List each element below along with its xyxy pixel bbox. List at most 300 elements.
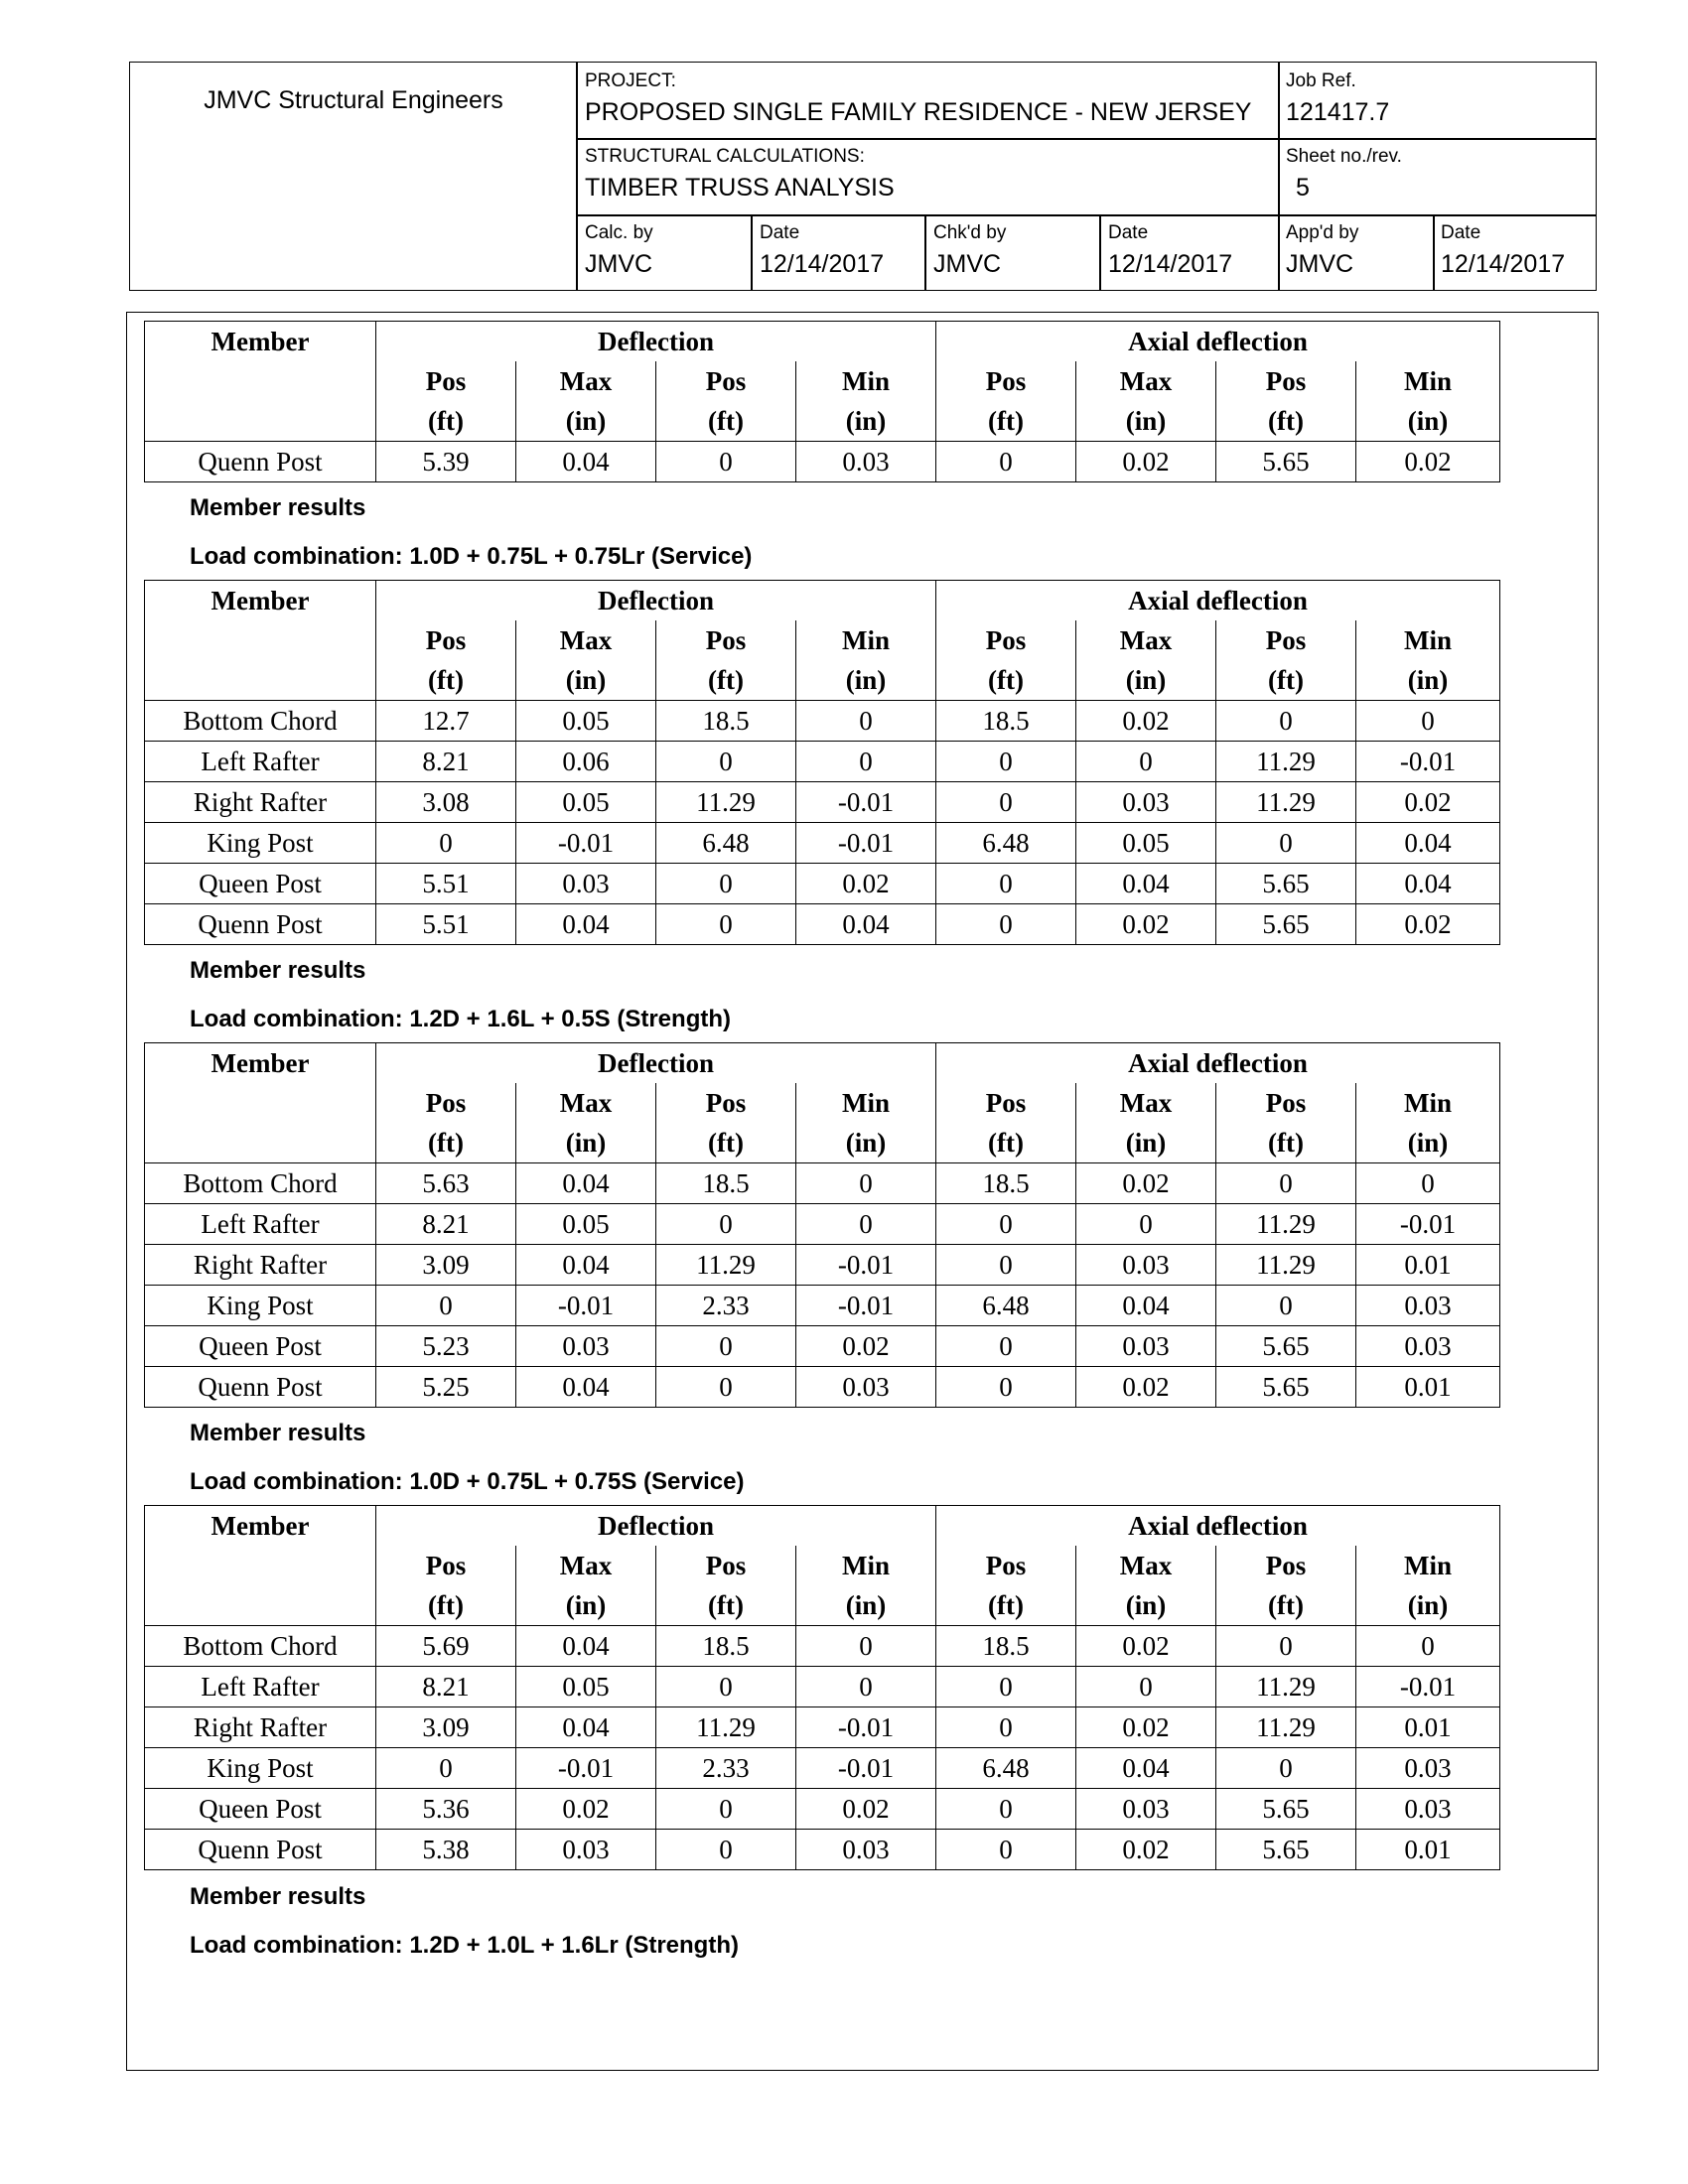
value-cell: -0.01	[796, 1286, 936, 1326]
member-name-cell: Left Rafter	[145, 1667, 376, 1707]
value-cell: 0.02	[1076, 701, 1216, 742]
value-cell: 0	[656, 442, 796, 482]
value-cell: 0.03	[516, 1326, 656, 1367]
date2-label: Date	[1108, 222, 1149, 243]
value-cell: 0.02	[1076, 904, 1216, 945]
column-subheader: Max	[1076, 361, 1216, 401]
value-cell: 11.29	[1216, 1707, 1356, 1748]
date2-value: 12/14/2017	[1108, 250, 1233, 278]
column-unit: (in)	[796, 1585, 936, 1626]
value-cell: 5.63	[376, 1163, 516, 1204]
value-cell: 0	[1216, 701, 1356, 742]
value-cell: -0.01	[796, 1748, 936, 1789]
deflection-header: Deflection	[376, 1506, 936, 1547]
table-row	[145, 1626, 1500, 1667]
value-cell: 0	[936, 1367, 1076, 1408]
date1-label: Date	[760, 222, 800, 243]
value-cell: 0.05	[1076, 823, 1216, 864]
column-subheader: Min	[796, 361, 936, 401]
member-name-cell: King Post	[145, 823, 376, 864]
load-combination-label: Load combination: 1.2D + 1.6L + 0.5S (Strength)	[190, 1006, 731, 1032]
member-header: Member	[145, 322, 376, 442]
column-unit: (ft)	[656, 660, 796, 701]
column-unit: (in)	[516, 660, 656, 701]
value-cell: 0.02	[516, 1789, 656, 1830]
value-cell: -0.01	[796, 823, 936, 864]
member-name-cell: Quenn Post	[145, 442, 376, 482]
member-name-cell: Queen Post	[145, 1789, 376, 1830]
value-cell: 18.5	[656, 1626, 796, 1667]
table-row	[145, 742, 1500, 782]
value-cell: 5.23	[376, 1326, 516, 1367]
value-cell: 0.04	[1076, 1748, 1216, 1789]
value-cell: 0.02	[1356, 782, 1500, 823]
value-cell: 2.33	[656, 1286, 796, 1326]
value-cell: 0	[1216, 1286, 1356, 1326]
column-subheader: Max	[1076, 1083, 1216, 1123]
value-cell: 11.29	[1216, 782, 1356, 823]
value-cell: 0	[936, 742, 1076, 782]
title-block	[129, 62, 1597, 291]
value-cell: 0	[656, 904, 796, 945]
deflection-header: Deflection	[376, 1043, 936, 1084]
member-name-cell: Right Rafter	[145, 782, 376, 823]
results-table	[144, 1042, 1500, 1408]
column-unit: (ft)	[936, 660, 1076, 701]
value-cell: 0	[1356, 1626, 1500, 1667]
member-name-cell: Left Rafter	[145, 742, 376, 782]
value-cell: 0.02	[1076, 1367, 1216, 1408]
value-cell: 0.02	[1076, 1626, 1216, 1667]
value-cell: 0.02	[1076, 442, 1216, 482]
column-subheader: Min	[796, 1083, 936, 1123]
calcs-label: STRUCTURAL CALCULATIONS:	[585, 146, 865, 167]
column-unit: (in)	[1356, 1123, 1500, 1163]
column-subheader: Pos	[656, 1546, 796, 1585]
column-subheader: Pos	[656, 361, 796, 401]
value-cell: 0	[936, 1789, 1076, 1830]
table-row	[145, 1163, 1500, 1204]
value-cell: -0.01	[796, 782, 936, 823]
column-subheader: Min	[1356, 1546, 1500, 1585]
results-table	[144, 321, 1500, 482]
chkd-by-label: Chk'd by	[933, 222, 1007, 243]
value-cell: 2.33	[656, 1748, 796, 1789]
value-cell: 18.5	[936, 1626, 1076, 1667]
table-row	[145, 1667, 1500, 1707]
table-row	[145, 1326, 1500, 1367]
value-cell: 5.51	[376, 864, 516, 904]
column-unit: (in)	[1076, 660, 1216, 701]
value-cell: 0.01	[1356, 1707, 1500, 1748]
column-unit: (in)	[1356, 1585, 1500, 1626]
value-cell: 0	[936, 1204, 1076, 1245]
value-cell: 0.04	[516, 1367, 656, 1408]
value-cell: 0.02	[796, 1789, 936, 1830]
value-cell: -0.01	[516, 823, 656, 864]
value-cell: 0	[1076, 1667, 1216, 1707]
column-unit: (ft)	[1216, 1123, 1356, 1163]
member-name-cell: Bottom Chord	[145, 1163, 376, 1204]
column-subheader: Max	[1076, 1546, 1216, 1585]
value-cell: 5.65	[1216, 864, 1356, 904]
table-row	[145, 1367, 1500, 1408]
table-row	[145, 1707, 1500, 1748]
value-cell: 0.05	[516, 1667, 656, 1707]
member-results-label: Member results	[190, 957, 366, 984]
member-name-cell: Quenn Post	[145, 904, 376, 945]
column-unit: (ft)	[936, 1585, 1076, 1626]
table-row	[145, 864, 1500, 904]
value-cell: 0.04	[516, 442, 656, 482]
member-name-cell: Right Rafter	[145, 1245, 376, 1286]
value-cell: 0.03	[1076, 1245, 1216, 1286]
value-cell: 5.65	[1216, 442, 1356, 482]
member-results-label: Member results	[190, 494, 366, 521]
axial-deflection-header: Axial deflection	[936, 322, 1500, 362]
column-unit: (in)	[1076, 1585, 1216, 1626]
column-unit: (ft)	[656, 1123, 796, 1163]
value-cell: 0.03	[796, 1367, 936, 1408]
member-results-label: Member results	[190, 1883, 366, 1910]
value-cell: -0.01	[516, 1748, 656, 1789]
value-cell: -0.01	[1356, 1204, 1500, 1245]
axial-deflection-header: Axial deflection	[936, 581, 1500, 621]
calc-by-value: JMVC	[585, 250, 653, 278]
value-cell: 0.04	[516, 1707, 656, 1748]
column-unit: (in)	[1356, 660, 1500, 701]
table-row	[145, 1204, 1500, 1245]
value-cell: 0.02	[796, 864, 936, 904]
value-cell: 0	[1216, 1163, 1356, 1204]
column-unit: (ft)	[376, 1585, 516, 1626]
value-cell: 6.48	[656, 823, 796, 864]
column-subheader: Pos	[376, 1083, 516, 1123]
value-cell: 0.04	[1356, 823, 1500, 864]
value-cell: 0.05	[516, 782, 656, 823]
value-cell: 0	[656, 1830, 796, 1870]
column-subheader: Max	[516, 361, 656, 401]
member-results-label: Member results	[190, 1420, 366, 1446]
value-cell: 0	[936, 1245, 1076, 1286]
results-table	[144, 580, 1500, 945]
value-cell: 0.01	[1356, 1367, 1500, 1408]
value-cell: 0.03	[1076, 1326, 1216, 1367]
value-cell: 0	[936, 1830, 1076, 1870]
value-cell: 0	[1216, 1748, 1356, 1789]
date3-label: Date	[1441, 222, 1481, 243]
value-cell: 0	[656, 1367, 796, 1408]
column-subheader: Min	[1356, 620, 1500, 660]
date3-value: 12/14/2017	[1441, 250, 1566, 278]
column-subheader: Pos	[1216, 620, 1356, 660]
column-subheader: Pos	[936, 1546, 1076, 1585]
deflection-header: Deflection	[376, 581, 936, 621]
value-cell: 0	[936, 1326, 1076, 1367]
appd-by-value: JMVC	[1286, 250, 1354, 278]
value-cell: 0	[796, 701, 936, 742]
column-unit: (ft)	[1216, 401, 1356, 442]
value-cell: 0.03	[796, 442, 936, 482]
column-unit: (ft)	[376, 401, 516, 442]
value-cell: 0	[376, 1748, 516, 1789]
value-cell: 0	[936, 864, 1076, 904]
table-row	[145, 782, 1500, 823]
value-cell: 0.02	[796, 1326, 936, 1367]
member-name-cell: King Post	[145, 1748, 376, 1789]
sheet-value: 5	[1296, 174, 1310, 202]
jobref-value: 121417.7	[1286, 98, 1390, 126]
value-cell: 0.05	[516, 1204, 656, 1245]
member-name-cell: Queen Post	[145, 864, 376, 904]
load-combination-label: Load combination: 1.0D + 0.75L + 0.75S (Service)	[190, 1468, 745, 1495]
column-subheader: Pos	[936, 620, 1076, 660]
member-name-cell: Queen Post	[145, 1326, 376, 1367]
table-row	[145, 1789, 1500, 1830]
value-cell: 6.48	[936, 1748, 1076, 1789]
load-combination-label: Load combination: 1.0D + 0.75L + 0.75Lr (Service)	[190, 543, 753, 570]
table-row	[145, 1748, 1500, 1789]
value-cell: 0	[936, 904, 1076, 945]
value-cell: 0	[656, 1326, 796, 1367]
value-cell: 11.29	[1216, 1245, 1356, 1286]
value-cell: 5.65	[1216, 904, 1356, 945]
company-name: JMVC Structural Engineers	[204, 86, 503, 114]
value-cell: 5.39	[376, 442, 516, 482]
jobref-label: Job Ref.	[1286, 70, 1356, 91]
value-cell: 0.04	[1076, 864, 1216, 904]
project-value: PROPOSED SINGLE FAMILY RESIDENCE - NEW JERSEY	[585, 98, 1252, 126]
appd-by-label: App'd by	[1286, 222, 1359, 243]
column-unit: (ft)	[936, 401, 1076, 442]
column-subheader: Pos	[656, 1083, 796, 1123]
value-cell: 0.04	[516, 1163, 656, 1204]
value-cell: 0	[656, 864, 796, 904]
value-cell: 11.29	[656, 1245, 796, 1286]
column-subheader: Min	[1356, 361, 1500, 401]
value-cell: 11.29	[656, 1707, 796, 1748]
column-unit: (in)	[516, 1123, 656, 1163]
value-cell: 0.03	[1076, 782, 1216, 823]
value-cell: 0	[1356, 701, 1500, 742]
value-cell: 0.04	[516, 1245, 656, 1286]
value-cell: 0	[1076, 1204, 1216, 1245]
value-cell: 0.02	[1356, 904, 1500, 945]
value-cell: 0.03	[1356, 1748, 1500, 1789]
member-name-cell: Quenn Post	[145, 1367, 376, 1408]
value-cell: 5.51	[376, 904, 516, 945]
column-subheader: Pos	[376, 361, 516, 401]
column-subheader: Min	[796, 1546, 936, 1585]
table-row	[145, 701, 1500, 742]
column-unit: (in)	[1076, 401, 1216, 442]
value-cell: 6.48	[936, 1286, 1076, 1326]
value-cell: 0.03	[516, 1830, 656, 1870]
value-cell: 5.65	[1216, 1367, 1356, 1408]
value-cell: 0	[376, 1286, 516, 1326]
column-unit: (in)	[796, 401, 936, 442]
member-name-cell: Right Rafter	[145, 1707, 376, 1748]
value-cell: 0.03	[1356, 1326, 1500, 1367]
calc-by-label: Calc. by	[585, 222, 653, 243]
column-unit: (ft)	[376, 1123, 516, 1163]
value-cell: 5.25	[376, 1367, 516, 1408]
value-cell: -0.01	[796, 1707, 936, 1748]
column-subheader: Pos	[376, 1546, 516, 1585]
results-table	[144, 1505, 1500, 1870]
value-cell: 5.65	[1216, 1830, 1356, 1870]
value-cell: 18.5	[656, 1163, 796, 1204]
value-cell: 0.04	[516, 1626, 656, 1667]
member-name-cell: Bottom Chord	[145, 1626, 376, 1667]
value-cell: 0.06	[516, 742, 656, 782]
column-unit: (in)	[1356, 401, 1500, 442]
value-cell: 0	[796, 1204, 936, 1245]
value-cell: 0.05	[516, 701, 656, 742]
value-cell: -0.01	[1356, 742, 1500, 782]
table-row	[145, 1830, 1500, 1870]
value-cell: 0	[796, 1626, 936, 1667]
value-cell: 0	[656, 1667, 796, 1707]
column-unit: (in)	[1076, 1123, 1216, 1163]
column-unit: (ft)	[1216, 660, 1356, 701]
value-cell: 11.29	[1216, 1204, 1356, 1245]
column-unit: (in)	[516, 1585, 656, 1626]
value-cell: 0.03	[516, 864, 656, 904]
column-subheader: Pos	[1216, 1083, 1356, 1123]
value-cell: -0.01	[1356, 1667, 1500, 1707]
value-cell: 3.09	[376, 1245, 516, 1286]
value-cell: 0.04	[1076, 1286, 1216, 1326]
value-cell: 18.5	[656, 701, 796, 742]
column-unit: (in)	[796, 660, 936, 701]
column-unit: (ft)	[376, 660, 516, 701]
table-row	[145, 1245, 1500, 1286]
member-name-cell: King Post	[145, 1286, 376, 1326]
column-subheader: Min	[1356, 1083, 1500, 1123]
value-cell: 0.01	[1356, 1830, 1500, 1870]
member-name-cell: Left Rafter	[145, 1204, 376, 1245]
value-cell: 0.04	[1356, 864, 1500, 904]
column-unit: (in)	[796, 1123, 936, 1163]
column-subheader: Pos	[376, 620, 516, 660]
value-cell: 0	[1356, 1163, 1500, 1204]
value-cell: 0	[796, 1667, 936, 1707]
column-unit: (ft)	[1216, 1585, 1356, 1626]
table-row	[145, 1286, 1500, 1326]
chkd-by-value: JMVC	[933, 250, 1002, 278]
column-subheader: Max	[516, 1083, 656, 1123]
value-cell: 12.7	[376, 701, 516, 742]
value-cell: 6.48	[936, 823, 1076, 864]
column-subheader: Max	[516, 1546, 656, 1585]
column-subheader: Pos	[1216, 361, 1356, 401]
value-cell: 0	[656, 742, 796, 782]
value-cell: 0	[376, 823, 516, 864]
column-subheader: Pos	[656, 620, 796, 660]
value-cell: 0	[1216, 1626, 1356, 1667]
value-cell: 0.03	[1076, 1789, 1216, 1830]
column-unit: (ft)	[656, 401, 796, 442]
member-name-cell: Quenn Post	[145, 1830, 376, 1870]
value-cell: 0	[936, 1707, 1076, 1748]
value-cell: 5.65	[1216, 1789, 1356, 1830]
value-cell: 18.5	[936, 701, 1076, 742]
value-cell: 0.03	[1356, 1286, 1500, 1326]
column-unit: (in)	[516, 401, 656, 442]
value-cell: 3.08	[376, 782, 516, 823]
value-cell: -0.01	[516, 1286, 656, 1326]
member-name-cell: Bottom Chord	[145, 701, 376, 742]
column-subheader: Pos	[936, 1083, 1076, 1123]
value-cell: 0.02	[1076, 1830, 1216, 1870]
value-cell: 0.02	[1356, 442, 1500, 482]
column-subheader: Min	[796, 620, 936, 660]
axial-deflection-header: Axial deflection	[936, 1506, 1500, 1547]
value-cell: 0	[1076, 742, 1216, 782]
value-cell: 0	[796, 742, 936, 782]
value-cell: 18.5	[936, 1163, 1076, 1204]
value-cell: 11.29	[1216, 742, 1356, 782]
load-combination-label: Load combination: 1.2D + 1.0L + 1.6Lr (Strength)	[190, 1932, 739, 1959]
value-cell: 0.03	[796, 1830, 936, 1870]
value-cell: 5.36	[376, 1789, 516, 1830]
table-row	[145, 442, 1500, 482]
column-unit: (ft)	[936, 1123, 1076, 1163]
axial-deflection-header: Axial deflection	[936, 1043, 1500, 1084]
value-cell: 5.65	[1216, 1326, 1356, 1367]
member-header: Member	[145, 1043, 376, 1163]
date1-value: 12/14/2017	[760, 250, 885, 278]
value-cell: 0.02	[1076, 1163, 1216, 1204]
value-cell: 3.09	[376, 1707, 516, 1748]
value-cell: 0	[936, 1667, 1076, 1707]
value-cell: 0.04	[796, 904, 936, 945]
value-cell: 0.03	[1356, 1789, 1500, 1830]
sheet-label: Sheet no./rev.	[1286, 146, 1402, 167]
column-subheader: Pos	[1216, 1546, 1356, 1585]
value-cell: 0	[1216, 823, 1356, 864]
calcs-value: TIMBER TRUSS ANALYSIS	[585, 174, 895, 202]
value-cell: 0	[936, 442, 1076, 482]
value-cell: 11.29	[656, 782, 796, 823]
column-subheader: Pos	[936, 361, 1076, 401]
value-cell: 0.04	[516, 904, 656, 945]
value-cell: 0	[796, 1163, 936, 1204]
value-cell: 5.69	[376, 1626, 516, 1667]
column-subheader: Max	[516, 620, 656, 660]
column-subheader: Max	[1076, 620, 1216, 660]
value-cell: 0.02	[1076, 1707, 1216, 1748]
value-cell: 0	[656, 1204, 796, 1245]
value-cell: 0	[656, 1789, 796, 1830]
member-header: Member	[145, 1506, 376, 1626]
value-cell: 8.21	[376, 1204, 516, 1245]
value-cell: 8.21	[376, 1667, 516, 1707]
deflection-header: Deflection	[376, 322, 936, 362]
value-cell: 5.38	[376, 1830, 516, 1870]
project-label: PROJECT:	[585, 70, 676, 91]
value-cell: 11.29	[1216, 1667, 1356, 1707]
table-row	[145, 823, 1500, 864]
value-cell: -0.01	[796, 1245, 936, 1286]
value-cell: 0	[936, 782, 1076, 823]
value-cell: 8.21	[376, 742, 516, 782]
table-row	[145, 904, 1500, 945]
member-header: Member	[145, 581, 376, 701]
value-cell: 0.01	[1356, 1245, 1500, 1286]
column-unit: (ft)	[656, 1585, 796, 1626]
